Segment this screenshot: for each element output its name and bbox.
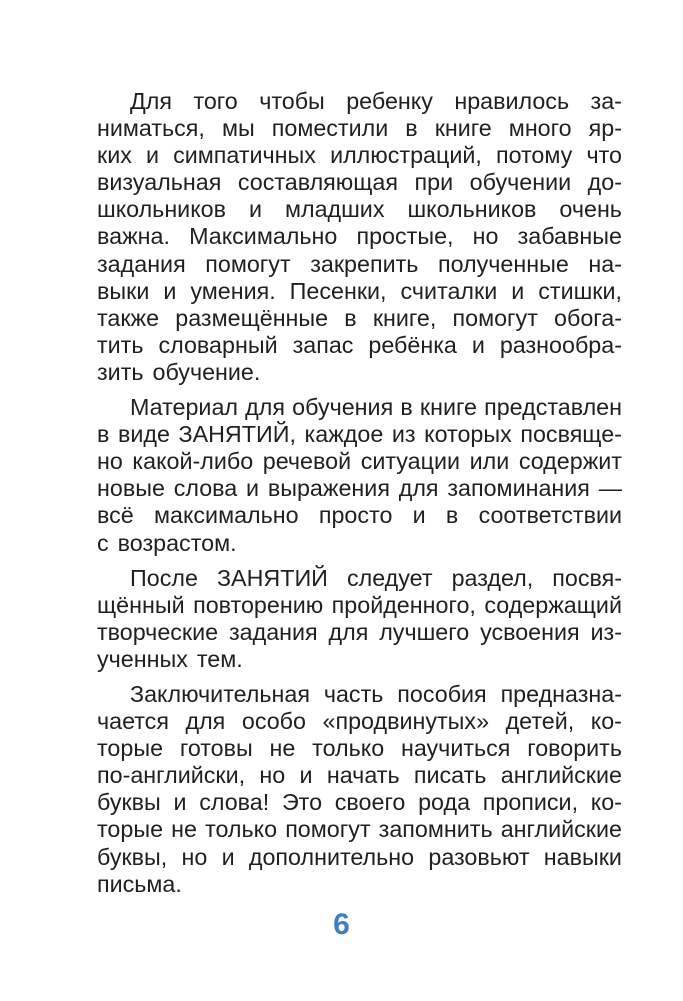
- word: много: [508, 115, 572, 142]
- text-line: [97, 359, 622, 386]
- word: запас: [292, 331, 354, 358]
- text-line: [97, 421, 622, 448]
- word: также: [97, 304, 160, 331]
- word: Материал: [130, 394, 238, 421]
- word: пособия: [397, 680, 487, 707]
- word: представлен: [484, 394, 622, 421]
- word: слова!: [199, 789, 270, 816]
- text-line: [97, 448, 622, 475]
- word: яр-: [588, 115, 622, 142]
- word: —: [598, 475, 622, 502]
- word: полученные: [437, 250, 569, 277]
- word: по-английски,: [97, 762, 246, 789]
- word: После: [130, 564, 198, 591]
- text-line: [97, 646, 622, 673]
- word: поместили: [271, 115, 389, 142]
- word: и: [471, 331, 485, 358]
- word: младших: [284, 196, 385, 223]
- text-line: [97, 223, 622, 250]
- word: обога-: [554, 304, 622, 331]
- word: соответствии: [478, 502, 622, 529]
- word: просто: [318, 502, 393, 529]
- word: школьников: [97, 196, 226, 223]
- word: готовы: [179, 735, 253, 762]
- text-line: [97, 592, 622, 619]
- word: рода: [418, 789, 471, 816]
- word: английские: [500, 816, 622, 843]
- word: и: [221, 843, 235, 870]
- word: зить: [97, 358, 144, 385]
- word: простые,: [356, 223, 454, 250]
- text-line: [97, 619, 622, 646]
- word: что: [586, 142, 622, 169]
- word: и: [511, 277, 525, 304]
- word: прописи,: [482, 789, 579, 816]
- paragraph: [97, 565, 622, 673]
- text-line: [97, 115, 622, 142]
- text-line: [97, 394, 622, 421]
- word: и: [163, 277, 177, 304]
- word: ЗАНЯТИЙ: [216, 564, 328, 591]
- word: размещённые: [175, 304, 329, 331]
- word: не: [269, 735, 296, 762]
- word: важна.: [97, 223, 170, 250]
- word: виде: [117, 421, 170, 448]
- word: ко-: [590, 708, 622, 735]
- word: задания: [228, 618, 318, 645]
- word: и: [299, 762, 313, 789]
- word: детей,: [505, 708, 575, 735]
- text-line: [97, 305, 622, 332]
- word: забавные: [517, 223, 622, 250]
- word: речевой: [262, 448, 352, 475]
- word: и: [248, 196, 262, 223]
- word: писать: [413, 762, 487, 789]
- word: книге: [434, 115, 492, 142]
- word: в: [97, 421, 110, 448]
- word: тем.: [196, 645, 243, 672]
- word: но: [259, 762, 286, 789]
- word: книге: [419, 394, 477, 421]
- word: повторению: [193, 591, 324, 618]
- word: запомнить: [378, 816, 493, 843]
- word: помогут: [452, 304, 538, 331]
- text-line: [97, 332, 622, 359]
- word: запоминания: [447, 475, 590, 502]
- word: ниматься,: [97, 115, 205, 142]
- word: в: [405, 115, 418, 142]
- word: для: [328, 618, 369, 645]
- text-line: [97, 88, 622, 115]
- word: разнообра-: [499, 331, 622, 358]
- text-line: [97, 789, 622, 816]
- page-number: 6: [333, 908, 350, 941]
- word: английские: [500, 762, 622, 789]
- word: но: [472, 223, 499, 250]
- word: ко-: [590, 789, 622, 816]
- word: усвоения: [480, 618, 580, 645]
- text-line: [97, 708, 622, 735]
- word: помогут: [205, 250, 291, 277]
- word: для: [245, 394, 285, 421]
- word: в: [445, 502, 459, 529]
- text-line: [97, 871, 622, 898]
- word: только: [205, 816, 278, 843]
- word: ких: [97, 142, 132, 169]
- word: при: [414, 169, 454, 196]
- word: всё: [97, 502, 134, 529]
- word: тить: [97, 331, 144, 358]
- word: того: [193, 88, 238, 114]
- word: научиться: [400, 735, 511, 762]
- word: за-: [590, 88, 622, 114]
- text-line: [97, 196, 622, 223]
- text-line: [97, 142, 622, 169]
- text-line: [97, 762, 622, 789]
- word: но: [97, 448, 123, 475]
- word: начать: [326, 762, 400, 789]
- word: ребёнка: [368, 331, 457, 358]
- word: письма.: [97, 870, 182, 897]
- word: обучения: [292, 394, 394, 421]
- paragraph: [97, 681, 622, 898]
- word: потому: [495, 142, 573, 169]
- word: посвя-: [552, 564, 622, 591]
- word: каждое: [304, 421, 384, 448]
- word: закрепить: [310, 250, 419, 277]
- word: ЗАНЯТИЙ,: [178, 421, 296, 448]
- body-text: [97, 88, 622, 898]
- word: содержащий: [484, 591, 622, 618]
- text-line: [97, 844, 622, 871]
- word: буквы,: [97, 843, 168, 870]
- word: максимально: [153, 502, 299, 529]
- word: которых: [424, 421, 512, 448]
- word: для: [185, 708, 226, 735]
- word: разовьют: [428, 843, 530, 870]
- word: слова: [173, 475, 238, 502]
- word: творческие: [97, 618, 219, 645]
- word: помогут: [285, 816, 371, 843]
- word: Это: [281, 789, 323, 816]
- word: мы: [221, 115, 255, 142]
- word: говорить: [527, 735, 622, 762]
- word: в: [400, 394, 413, 421]
- word: только: [312, 735, 385, 762]
- word: книге,: [372, 304, 437, 331]
- word: с: [97, 529, 109, 556]
- word: торые: [97, 735, 164, 762]
- word: новые: [97, 475, 165, 502]
- word: не: [171, 816, 197, 843]
- word: задания: [97, 250, 186, 277]
- text-line: [97, 565, 622, 592]
- word: содержит: [518, 448, 622, 475]
- word: какой-либо: [132, 448, 254, 475]
- word: буквы: [97, 789, 161, 816]
- word: и: [145, 142, 159, 169]
- word: ребенку: [346, 88, 433, 114]
- word: следует: [346, 564, 433, 591]
- text-line: [97, 251, 622, 278]
- text-line: [97, 502, 622, 529]
- word: ситуации: [360, 448, 461, 475]
- word: выки: [97, 277, 150, 304]
- word: симпатичных: [173, 142, 316, 169]
- word: Заключительная: [130, 680, 310, 707]
- word: из: [391, 421, 416, 448]
- word: ученных: [97, 645, 188, 672]
- word: и: [173, 789, 187, 816]
- word: визуальная: [97, 169, 222, 196]
- text-line: [97, 816, 622, 843]
- word: Для: [130, 88, 172, 114]
- word: стишки,: [538, 277, 622, 304]
- text-line: [97, 530, 622, 557]
- word: особо: [241, 708, 306, 735]
- word: составляющая: [237, 169, 399, 196]
- word: Песенки,: [289, 277, 387, 304]
- word: навыки: [543, 843, 622, 870]
- word: или: [469, 448, 510, 475]
- paragraph: [97, 88, 622, 386]
- word: для: [398, 475, 439, 502]
- word: и: [246, 475, 260, 502]
- word: обучение.: [152, 358, 261, 385]
- word: щённый: [97, 591, 185, 618]
- word: школьников: [407, 196, 537, 223]
- text-line: [97, 475, 622, 502]
- text-line: [97, 681, 622, 708]
- text-line: [97, 169, 622, 196]
- word: выражения: [267, 475, 390, 502]
- text-line: [97, 278, 622, 305]
- word: «продвинутых»: [322, 708, 490, 735]
- word: возрастом.: [117, 529, 237, 556]
- word: очень: [559, 196, 622, 223]
- word: Максимально: [189, 223, 338, 250]
- word: словарный: [158, 331, 278, 358]
- word: из-: [590, 618, 622, 645]
- word: лучшего: [379, 618, 470, 645]
- word: раздел,: [451, 564, 534, 591]
- word: умения.: [190, 277, 276, 304]
- text-line: [97, 735, 622, 762]
- word: дополнительно: [248, 843, 415, 870]
- word: предназна-: [500, 680, 622, 707]
- word: но: [181, 843, 208, 870]
- word: торые: [97, 816, 164, 843]
- paragraph: [97, 394, 622, 557]
- word: чается: [97, 708, 169, 735]
- word: иллюстраций,: [330, 142, 482, 169]
- word: обучении: [469, 169, 572, 196]
- word: на-: [588, 250, 622, 277]
- word: пройденного,: [331, 591, 476, 618]
- word: нравилось: [454, 88, 570, 114]
- word: чтобы: [259, 88, 325, 114]
- word: в: [344, 304, 357, 331]
- word: часть: [323, 680, 384, 707]
- word: считалки: [400, 277, 498, 304]
- word: посвяще-: [520, 421, 622, 448]
- word: до-: [587, 169, 622, 196]
- word: своего: [334, 789, 406, 816]
- word: и: [412, 502, 426, 529]
